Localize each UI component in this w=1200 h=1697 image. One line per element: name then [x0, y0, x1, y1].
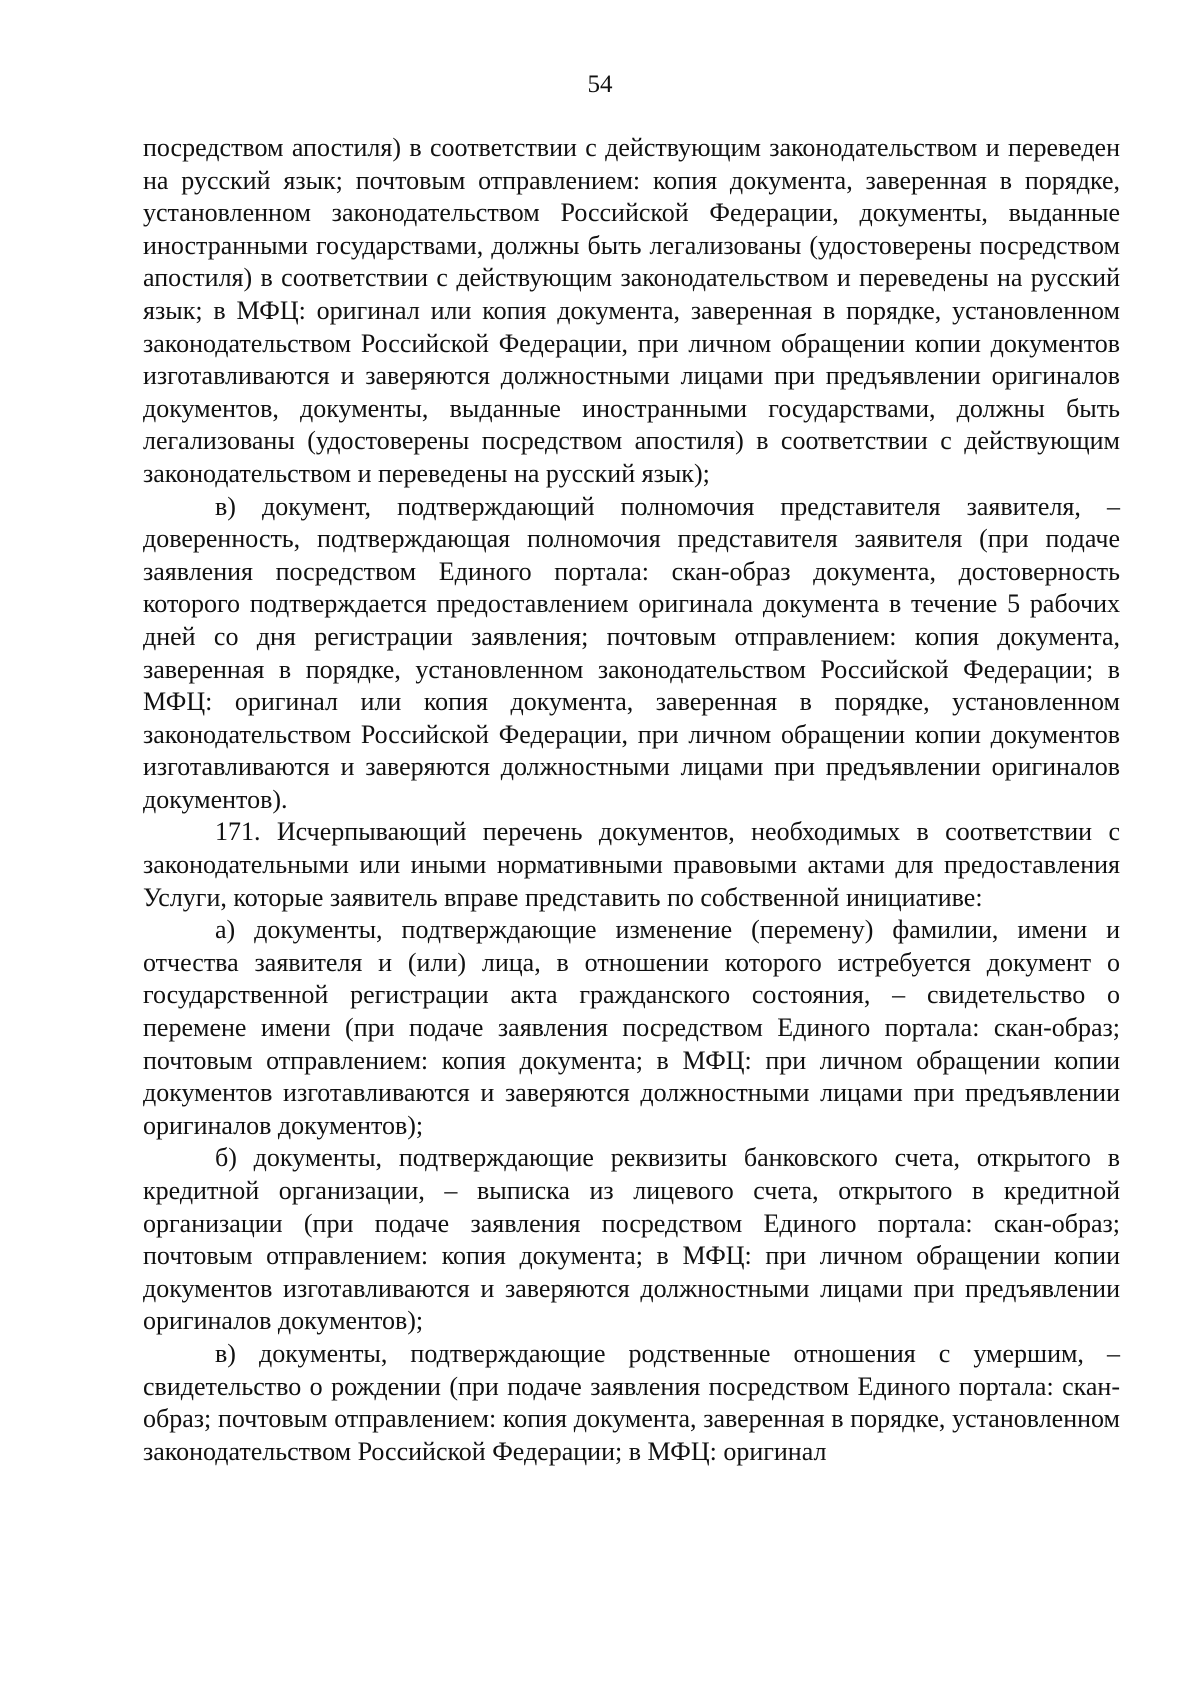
paragraph-item-v-kinship: в) документы, подтверждающие родственные отношения с умершим, – свидетельство о рождении (при подаче заявления посредством Единого портала: скан-образ; почтовым отправлением: копия документа, заверенная в порядке, установленном законодательством Российской Федерации; в МФЦ: оригинал: [143, 1338, 1120, 1466]
page-number: 54: [587, 71, 613, 98]
paragraph-item-a-name-change: а) документы, подтверждающие изменение (перемену) фамилии, имени и отчества заявителя и (или) лица, в отношении которого истребуется документ о государственной регистрации акта гражданского состояния, – свидетельство о перемене имени (при подаче заявления посредством Единого портала: скан-образ; почтовым отправлением: копия документа; в МФЦ: при личном обращении копии документов изготавливаются и заверяются должностными лицами при предъявлении оригиналов документов);: [143, 915, 1120, 1140]
paragraph-item-b-bank-account: б) документы, подтверждающие реквизиты банковского счета, открытого в кредитной организации, – выписка из лицевого счета, открытого в кредитной организации (при подаче заявления посредством Единого портала: скан-образ; почтовым отправлением: копия документа; в МФЦ: при личном обращении копии документов изготавливаются и заверяются должностными лицами при предъявлении оригиналов документов);: [143, 1143, 1120, 1336]
document-body: [143, 132, 1120, 1468]
paragraph-clause-171: 171. Исчерпывающий перечень документов, необходимых в соответствии с законодательными или иными нормативными правовыми актами для предоставления Услуги, которые заявитель вправе представить по собственной инициативе:: [143, 817, 1120, 912]
paragraph-item-v-representative-authority: в) документ, подтверждающий полномочия представителя заявителя, – доверенность, подтверждающая полномочия представителя заявителя (при подаче заявления посредством Единого портала: скан-образ документа, достоверность которого подтверждается предоставлением оригинала документа в течение 5 рабочих дней со дня регистрации заявления; почтовым отправлением: копия документа, заверенная в порядке, установленном законодательством Российской Федерации; в МФЦ: оригинал или копия документа, заверенная в порядке, установленном законодательством Российской Федерации, при личном обращении копии документов изготавливаются и заверяются должностными лицами при предъявлении оригиналов документов).: [143, 491, 1120, 814]
paragraph-continuation: посредством апостиля) в соответствии с действующим законодательством и переведен на русский язык; почтовым отправлением: копия документа, заверенная в порядке, установленном законодательством Российской Федерации, документы, выданные иностранными государствами, должны быть легализованы (удостоверены посредством апостиля) в соответствии с действующим законодательством и переведены на русский язык; в МФЦ: оригинал или копия документа, заверенная в порядке, установленном законодательством Российской Федерации, при личном обращении копии документов изготавливаются и заверяются должностными лицами при предъявлении оригиналов документов, документы, выданные иностранными государствами, должны быть легализованы (удостоверены посредством апостиля) в соответствии с действующим законодательством и переведены на русский язык);: [143, 133, 1120, 488]
